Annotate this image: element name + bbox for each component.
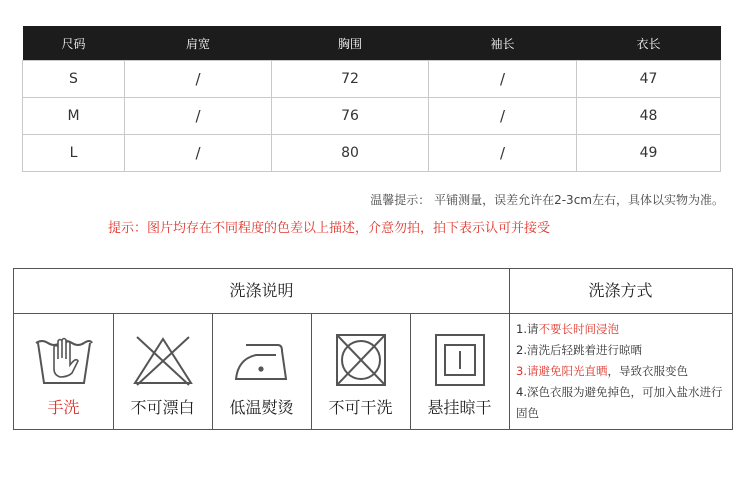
wash-note-1 bbox=[516, 319, 728, 340]
no-dry-clean-icon bbox=[329, 331, 393, 389]
note-text: 1.请 bbox=[516, 322, 539, 336]
wash-header bbox=[14, 269, 732, 314]
cell-shoulder: / bbox=[125, 98, 272, 135]
table-row bbox=[23, 98, 721, 135]
divider bbox=[509, 269, 510, 429]
cell-size: L bbox=[23, 135, 125, 172]
cell-length: 47 bbox=[577, 61, 721, 98]
cell-length: 49 bbox=[577, 135, 721, 172]
header-size: 尺码 bbox=[23, 26, 125, 61]
low-iron-label: 低温熨烫 bbox=[229, 398, 294, 417]
cell-shoulder: / bbox=[125, 61, 272, 98]
no-bleach-label: 不可漂白 bbox=[130, 398, 195, 417]
wash-item-hand-wash bbox=[14, 313, 113, 429]
hand-wash-icon bbox=[32, 331, 96, 389]
hand-wash-label: 手洗 bbox=[47, 398, 80, 417]
wash-section bbox=[13, 268, 733, 430]
header-shoulder: 肩宽 bbox=[125, 26, 272, 61]
no-dry-clean-label: 不可干洗 bbox=[328, 398, 393, 417]
wash-item-no-dry-clean bbox=[311, 313, 410, 429]
table-row bbox=[23, 61, 721, 98]
header-length: 衣长 bbox=[577, 26, 721, 61]
wash-note-3 bbox=[516, 361, 728, 382]
header-sleeve: 袖长 bbox=[429, 26, 577, 61]
cell-sleeve: / bbox=[429, 98, 577, 135]
color-tip: 提示：图片均存在不同程度的色差以上描述，介意勿拍，拍下表示认可并接受 bbox=[108, 221, 551, 236]
wash-instructions-title: 洗涤说明 bbox=[229, 281, 294, 300]
no-bleach-icon bbox=[131, 331, 195, 389]
size-table-header bbox=[23, 26, 721, 61]
cell-sleeve: / bbox=[429, 61, 577, 98]
size-table bbox=[22, 26, 721, 172]
cell-chest: 80 bbox=[272, 135, 429, 172]
note-text: ，导致衣服变色 bbox=[607, 364, 688, 378]
wash-note-4: 4.深色衣服为避免掉色，可加入盐水进行固色 bbox=[516, 385, 723, 420]
wash-item-hang-dry bbox=[410, 313, 509, 429]
cell-chest: 76 bbox=[272, 98, 429, 135]
wash-note-2: 2.清洗后轻跳着进行晾晒 bbox=[516, 343, 642, 357]
wash-notes bbox=[516, 319, 728, 424]
cell-shoulder: / bbox=[125, 135, 272, 172]
low-iron-icon bbox=[230, 331, 294, 389]
header-chest: 胸围 bbox=[272, 26, 429, 61]
note-highlight: 不要长时间浸泡 bbox=[538, 322, 619, 336]
hang-dry-icon bbox=[428, 331, 492, 389]
measure-tip: 温馨提示： 平铺测量，误差允许在2-3cm左右，具体以实物为准。 bbox=[370, 193, 724, 207]
cell-chest: 72 bbox=[272, 61, 429, 98]
cell-length: 48 bbox=[577, 98, 721, 135]
wash-item-low-iron bbox=[212, 313, 311, 429]
note-highlight: 3.请避免阳光直晒 bbox=[516, 364, 608, 378]
hang-dry-label: 悬挂晾干 bbox=[427, 398, 492, 417]
cell-size: S bbox=[23, 61, 125, 98]
cell-size: M bbox=[23, 98, 125, 135]
wash-method-title: 洗涤方式 bbox=[588, 281, 653, 300]
wash-item-no-bleach bbox=[113, 313, 212, 429]
table-row bbox=[23, 135, 721, 172]
cell-sleeve: / bbox=[429, 135, 577, 172]
